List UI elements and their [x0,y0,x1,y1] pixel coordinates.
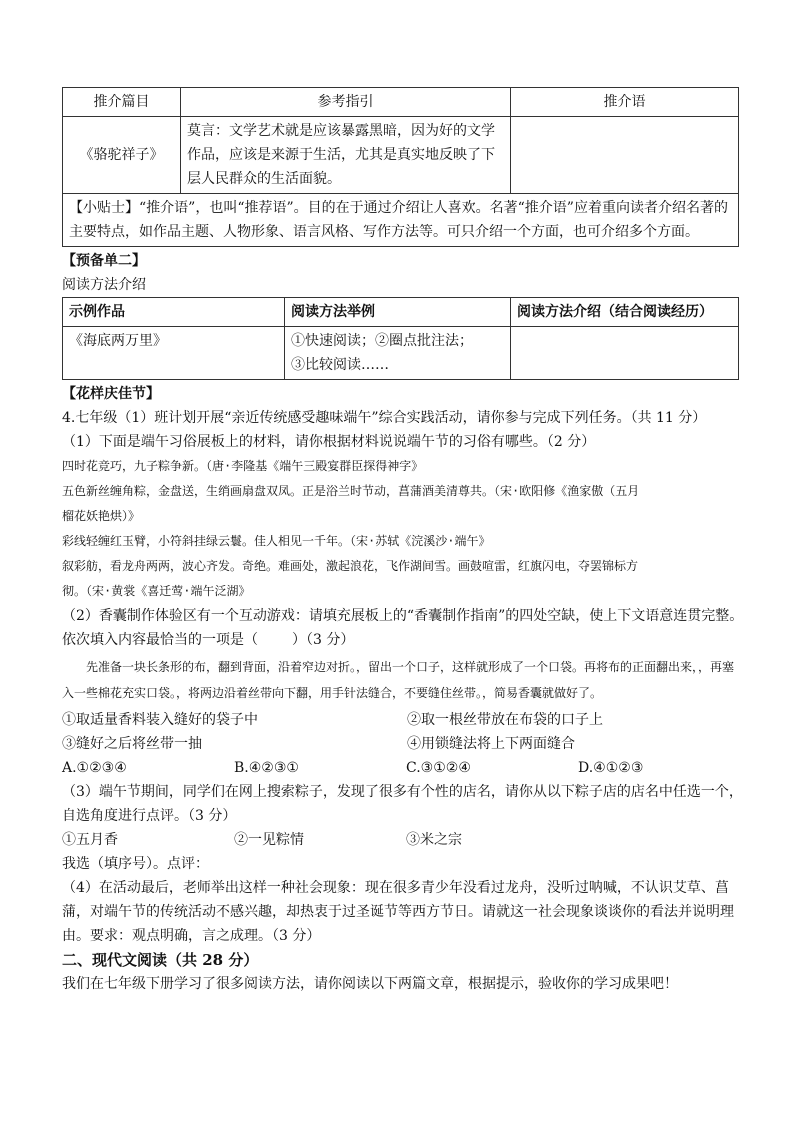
question-4-3-line1: （3）端午节期间，同学们在网上搜索粽子，发现了很多有个性的店名，请你从以下粽子店的店名中任选一个， [62,784,743,800]
question-4-1: （1）下面是端午习俗展板上的材料，请你根据材料说说端午节的习俗有哪些。（2 分） [62,434,596,450]
table-header-cell: 推介篇目 [63,88,181,117]
question-4-stem: 4.七年级（1）班计划开展“亲近传统感受趣味端午”综合实践活动，请你参与完成下列任务。（共 11 分） [62,410,707,426]
choice-row [62,756,738,780]
table-header-cell: 阅读方法举例 [285,298,511,327]
poem-line: 四时花竞巧，九子粽争新。（唐·李隆基《端午三殿宴群臣探得神字》 [62,459,424,473]
sachet-guide-text: 先准备一块长条形的布，翻到背面，沿着窄边对折。，留出一个口子，这样就形成了一个口袋。再将布的正面翻出来，，再塞入一些棉花充实口袋。，将两边沿着丝带向下翻，用手针法缝合，不要缝住丝带。，简易香囊就做好了。 [62,660,735,700]
shop-name: ②一见粽情 [234,832,304,848]
method-intro-answer-cell[interactable] [511,327,739,380]
part2-intro: 我们在七年级下册学习了很多阅读方法，请你阅读以下两篇文章，根据提示，验收你的学习成果吧！ [62,976,678,992]
choice-option[interactable]: B.④②③① [234,760,299,776]
choice-option[interactable]: D.④①②③ [578,760,644,776]
shop-name: ①五月香 [62,832,118,848]
table-row [63,327,739,380]
worksheet-page [62,87,744,996]
shop-name: ③米之宗 [406,832,462,848]
poem-line: 彻。（宋·黄裳《喜迁莺·端午泛湖》 [62,584,251,598]
choice-option[interactable]: A.①②③④ [62,760,127,776]
tip-cell: 【小贴士】“推介语”，也叫“推荐语”。目的在于通过介绍让人喜欢。名著“推介语”应着重向读者介绍名著的主要特点，如作品主题、人物形象、语言风格、写作方法等。可只介绍一个方面，也可介绍多个方面。 [63,194,739,247]
reading-method-table [62,297,739,380]
table-header-cell: 示例作品 [63,298,285,327]
table-header-cell: 阅读方法介绍（结合阅读经历） [511,298,739,327]
poem-line: 彩线轻缠红玉臂，小符斜挂绿云鬟。佳人相见一千年。（宋·苏轼《浣溪沙·端午》 [62,534,491,548]
book-title-cell: 《骆驼祥子》 [63,117,181,194]
poem-line: 五色新丝缠角粽，金盘送，生绡画扇盘双凤。正是浴兰时节动，菖蒲酒美清尊共。（宋·欧阳修《渔家傲（五月 [62,484,640,498]
table-row [63,117,739,194]
fill-option: ④用锁缝法将上下两面缝合 [407,736,575,752]
question-4-2-score: ）（3 分） [292,632,355,648]
fill-option: ③缝好之后将丝带一抽 [62,736,202,752]
part2-title: 二、现代文阅读（共 28 分） [62,951,259,969]
table-header-row [63,88,739,117]
recommend-answer-cell[interactable] [511,117,739,194]
question-4-2-line2 [62,628,738,652]
question-4-4-line3: 由。要求：观点明确，言之成理。（3 分） [62,928,321,944]
method-cell [285,327,511,380]
answer-pick-line[interactable]: 我选（填序号）。点评： [62,856,209,872]
fill-option: ②取一根丝带放在布袋的口子上 [407,712,603,728]
tip-row [63,194,739,247]
section-bonus-title: 【预备单二】 [62,253,146,269]
method-line: ③比较阅读…… [291,357,389,373]
poem-line: 榴花妖艳烘）》 [62,509,141,523]
guide-quote-cell: 莫言：文学艺术就是应该暴露黑暗，因为好的文学作品，应该是来源于生活，尤其是真实地反映了下层人民群众的生活面貌。 [181,117,511,194]
section-festival-title: 【花样庆佳节】 [62,386,160,402]
table-header-row [63,298,739,327]
recommendation-table [62,87,739,247]
reading-intro-label: 阅读方法介绍 [62,277,146,293]
question-4-2-line1: （2）香囊制作体验区有一个互动游戏：请填充展板上的“香囊制作指南”的四处空缺，使上下文语意连贯完整。 [62,608,744,624]
shop-names-row [62,828,738,852]
question-4-4-line2: 蒲，对端午节的传统活动不感兴趣，却热衷于过圣诞节等西方节日。请就这一社会现象谈谈你的看法并说明理 [62,904,734,920]
question-4-2-text: 依次填入内容最恰当的一项是（ [62,632,258,648]
question-4-3-line2: 自选角度进行点评。（3 分） [62,808,237,824]
table-header-cell: 推介语 [511,88,739,117]
question-4-4-line1: （4）在活动最后，老师举出这样一种社会现象：现在很多青少年没看过龙舟，没听过呐喊，不认识艾草、菖 [62,880,729,896]
poem-line: 叙彩舫，看龙舟两两，波心齐发。奇绝。难画处，激起浪花，飞作湖间雪。画鼓喧雷，红旗闪电，夺罢锦标方 [62,559,639,573]
table-header-cell: 参考指引 [181,88,511,117]
fill-options-row [62,708,738,732]
fill-option: ①取适量香料装入缝好的袋子中 [62,712,258,728]
poem-list [62,454,738,604]
example-book-cell: 《海底两万里》 [63,327,285,380]
method-line: ①快速阅读；②圈点批注法； [291,333,473,349]
choice-option[interactable]: C.③①②④ [406,760,471,776]
fill-options-row [62,732,738,756]
